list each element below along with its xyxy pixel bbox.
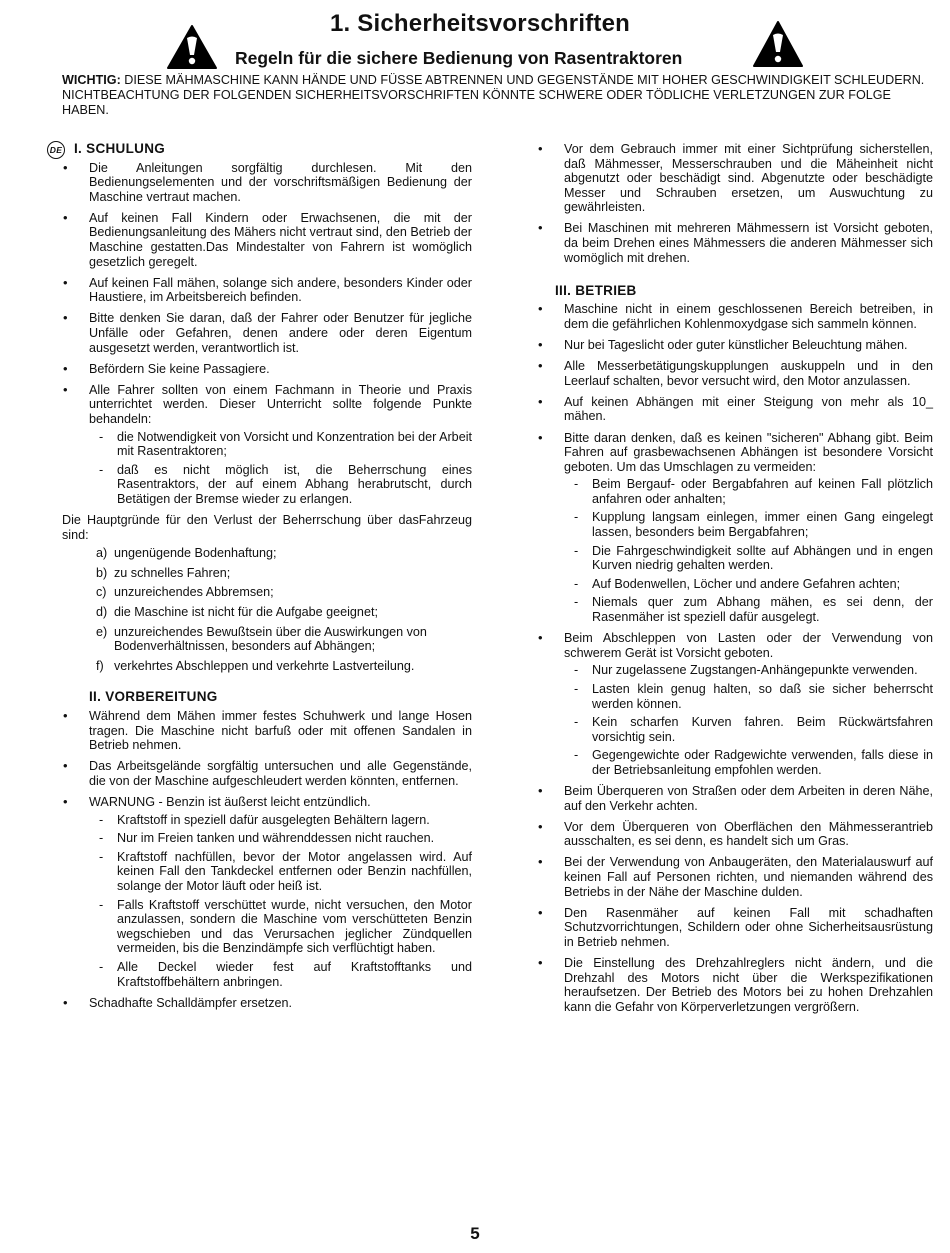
warning-text: DIESE MÄHMASCHINE KANN HÄNDE UND FÜSSE ABTRENNEN UND GEGENSTÄNDE MIT HOHER GESCHWINDIGKEIT SCHLEUDERN. NICHTBEACHTUNG DER FOLGENDEN SICHERHEITSVORSCHRIFTEN KÖNNTE SCHWERE ODER TÖDLICHE VERLETZUNGEN ZUR FOLGE HABEN. (62, 73, 925, 117)
betrieb-list (537, 302, 933, 1014)
header (0, 6, 950, 76)
sub-list-item: - Gegengewichte oder Radgewichte verwenden, falls diese in der Betriebsanleitung empfohlen werden. (564, 748, 933, 777)
sub-list-item: - Alle Deckel wieder fest auf Kraftstofftanks und Kraftstoffbehältern anbringen. (89, 960, 472, 989)
section-heading-vorbereitung: II. VORBEREITUNG (89, 689, 218, 705)
list-item: • Den Rasenmäher auf keinen Fall mit schadhaften Schutzvorrichtungen, Schildern oder ohne Sicherheitsausrüstung in Betrieb nehmen. (537, 906, 933, 950)
reason-text: unzureichendes Bewußtsein über die Auswirkungen von Bodenverhältnissen, besonders auf Abhängen; (114, 624, 427, 654)
list-item: • Bei Maschinen mit mehreren Mähmessern ist Vorsicht geboten, da beim Drehen eines Mähmessers die anderen Mähmesser sich womöglich mit drehen. (537, 221, 933, 265)
schulung-list (62, 161, 472, 507)
reason-text: verkehrtes Abschleppen und verkehrte Lastverteilung. (114, 658, 415, 673)
list-item-text: WARNUNG - Benzin ist äußerst leicht entzündlich. (89, 794, 371, 809)
vorbereitung-list-continued (537, 142, 933, 265)
sub-list-item: - Lasten klein genug halten, so daß sie sicher beherrscht werden können. (564, 682, 933, 711)
reason-mark: d) (96, 605, 108, 620)
reason-item (96, 659, 472, 674)
section-heading-betrieb: III. BETRIEB (555, 282, 637, 298)
list-item: • Beim Überqueren von Straßen oder dem Arbeiten in deren Nähe, auf den Verkehr achten. (537, 784, 933, 813)
sub-list-item: - Niemals quer zum Abhang mähen, es sei denn, der Rasenmäher ist speziell dafür ausgelegt. (564, 595, 933, 624)
page-title: 1. Sicherheitsvorschriften (330, 10, 630, 37)
reason-item (96, 585, 472, 600)
reason-mark: a) (96, 546, 108, 561)
sub-list-item: - Kein scharfen Kurven fahren. Beim Rückwärtsfahren vorsichtig sein. (564, 715, 933, 744)
sub-list (89, 813, 472, 990)
sub-list-item: - Nur zugelassene Zugstangen-Anhängepunkte verwenden. (564, 663, 933, 678)
sub-list (564, 663, 933, 777)
list-item (537, 431, 933, 625)
warning-triangle-icon (166, 24, 218, 70)
sub-list-item: - Auf Bodenwellen, Löcher und andere Gefahren achten; (564, 577, 933, 592)
reason-mark: e) (96, 624, 108, 639)
list-item: • Die Einstellung des Drehzahlreglers nicht ändern, und die Drehzahl des Motors nicht über die Werkspezifikationen heraufsetzen. Der Betrieb des Motors bei zu hohen Drehzahlen kann die Gefahr von Körperverletzungen vergrößern. (537, 956, 933, 1014)
warning-triangle-icon (752, 20, 804, 68)
vorbereitung-list (62, 709, 472, 1010)
section-heading-schulung (49, 141, 472, 157)
reason-text: ungenügende Bodenhaftung; (114, 546, 277, 561)
right-column (537, 142, 933, 1021)
reason-mark: c) (96, 585, 107, 600)
paragraph: Die Hauptgründe für den Verlust der Beherrschung über dasFahrzeug sind: (62, 513, 472, 542)
list-item: • Befördern Sie keine Passagiere. (62, 362, 472, 377)
sub-list-item: - Die Fahrgeschwindigkeit sollte auf Abhängen und in engen Kurven niedrig gehalten werden. (564, 544, 933, 573)
sub-list-item: - Kupplung langsam einlegen, immer einen Gang eingelegt lassen, besonders beim Bergabfahren; (564, 510, 933, 539)
list-item: • Während dem Mähen immer festes Schuhwerk und lange Hosen tragen. Die Maschine nicht barfuß oder mit offenen Sandalen in Betrieb nehmen. (62, 709, 472, 753)
reason-mark: b) (96, 565, 108, 580)
list-item (62, 383, 472, 507)
list-item (537, 631, 933, 777)
reason-text: zu schnelles Fahren; (114, 565, 231, 580)
list-item: • Schadhafte Schalldämpfer ersetzen. (62, 996, 472, 1011)
safety-warning-intro (62, 73, 932, 118)
list-item-text: Bitte daran denken, daß es keinen "sicheren" Abhang gibt. Beim Fahren auf grasbewachsenen Abhängen ist besondere Vorsicht geboten. Um das Umschlagen zu vermeiden: (564, 430, 933, 474)
language-badge-icon: DE (47, 141, 65, 159)
sub-list-item: - daß es nicht möglich ist, die Beherrschung eines Rasentraktors, der auf einem Abhang herabrutscht, durch Betätigen der Bremse wieder zu erlangen. (89, 463, 472, 507)
sub-list-item: - die Notwendigkeit von Vorsicht und Konzentration bei der Arbeit mit Rasentraktoren; (89, 430, 472, 459)
list-item: • Vor dem Gebrauch immer mit einer Sichtprüfung sicherstellen, daß Mähmesser, Messerschrauben und die Mäheinheit nicht abgenutzt oder beschädigt sind. Abgenutzte oder beschädigte Messer und Schrauben ersetzen, um Auswuchtung zu gewährleisten. (537, 142, 933, 215)
sub-list (89, 430, 472, 507)
reason-item (96, 625, 472, 654)
list-item-text: Beim Abschleppen von Lasten oder der Verwendung von schwerem Gerät ist Vorsicht geboten. (564, 631, 933, 660)
sub-list-item: - Kraftstoff nachfüllen, bevor der Motor angelassen wird. Auf keinen Fall den Tankdeckel entfernen oder Benzin nachfüllen, solange der Motor läuft oder heiß ist. (89, 850, 472, 894)
list-item: • Das Arbeitsgelände sorgfältig untersuchen und alle Gegenstände, die von der Maschine aufgeschleudert werden könnten, entfernen. (62, 759, 472, 788)
sub-list (564, 477, 933, 624)
sub-list-item: - Nur im Freien tanken und währenddessen nicht rauchen. (89, 831, 472, 846)
list-item: • Maschine nicht in einem geschlossenen Bereich betreiben, in dem die gefährlichen Kohlenmoxydgase sich sammeln können. (537, 302, 933, 331)
reason-item (96, 605, 472, 620)
reason-mark: f) (96, 658, 104, 673)
sub-list-item: - Beim Bergauf- oder Bergabfahren auf keinen Fall plötzlich anfahren oder anhalten; (564, 477, 933, 506)
sub-list-item: - Falls Kraftstoff verschüttet wurde, nicht versuchen, den Motor anzulassen, sondern die Maschine vom verschütteten Benzin wegschieben und das Verursachen jeglicher Zündquellen vermeiden, bis die Benzindämpfe sich verflüchtigt haben. (89, 898, 472, 956)
sub-list-item: - Kraftstoff in speziell dafür ausgelegten Behältern lagern. (89, 813, 472, 828)
list-item: • Alle Messerbetätigungskupplungen auskuppeln und in den Leerlauf schalten, bevor versucht wird, den Motor anzulassen. (537, 359, 933, 388)
warning-label: WICHTIG: (62, 73, 121, 87)
section-heading-text: I. SCHULUNG (74, 141, 166, 156)
reason-item (96, 566, 472, 581)
list-item: • Nur bei Tageslicht oder guter künstlicher Beleuchtung mähen. (537, 338, 933, 353)
list-item: • Bitte denken Sie daran, daß der Fahrer oder Benutzer für jegliche Unfälle oder Gefahren, denen andere oder deren Eigentum ausgesetzt werden, verantwortlich ist. (62, 311, 472, 355)
list-item: • Auf keinen Fall mähen, solange sich andere, besonders Kinder oder Haustiere, im Arbeitsbereich befinden. (62, 276, 472, 305)
list-item: • Vor dem Überqueren von Oberflächen den Mähmesserantrieb ausschalten, es sei denn, es handelt sich um Gras. (537, 820, 933, 849)
reasons-list (62, 546, 472, 673)
list-item (62, 795, 472, 989)
list-item-text: Alle Fahrer sollten von einem Fachmann in Theorie und Praxis unterrichtet werden. Dieser Unterricht sollte folgende Punkte behandeln: (89, 382, 472, 426)
list-item: • Auf keinen Fall Kindern oder Erwachsenen, die mit der Bedienungsanleitung des Mähers nicht vertraut sind, den Betrieb der Maschine gestatten.Das Mindestalter von Fahrern ist womöglich gesetzlich geregelt. (62, 211, 472, 269)
reason-text: die Maschine ist nicht für die Aufgabe geeignet; (114, 605, 378, 620)
reason-text: unzureichendes Abbremsen; (114, 585, 274, 600)
reason-item (96, 546, 472, 561)
page-number: 5 (470, 1224, 480, 1243)
list-item: • Bei der Verwendung von Anbaugeräten, den Materialauswurf auf keinen Fall auf Personen richten, und niemanden während des Betriebs in der Nähe der Maschine dulden. (537, 855, 933, 899)
list-item: • Die Anleitungen sorgfältig durchlesen. Mit den Bedienungselementen und der vorschriftsmäßigen Bedienung der Maschine vertraut machen. (62, 161, 472, 205)
list-item: • Auf keinen Abhängen mit einer Steigung von mehr als 10_ mähen. (537, 395, 933, 424)
page-subtitle: Regeln für die sichere Bedienung von Rasentraktoren (235, 48, 683, 68)
left-column (49, 141, 472, 1017)
